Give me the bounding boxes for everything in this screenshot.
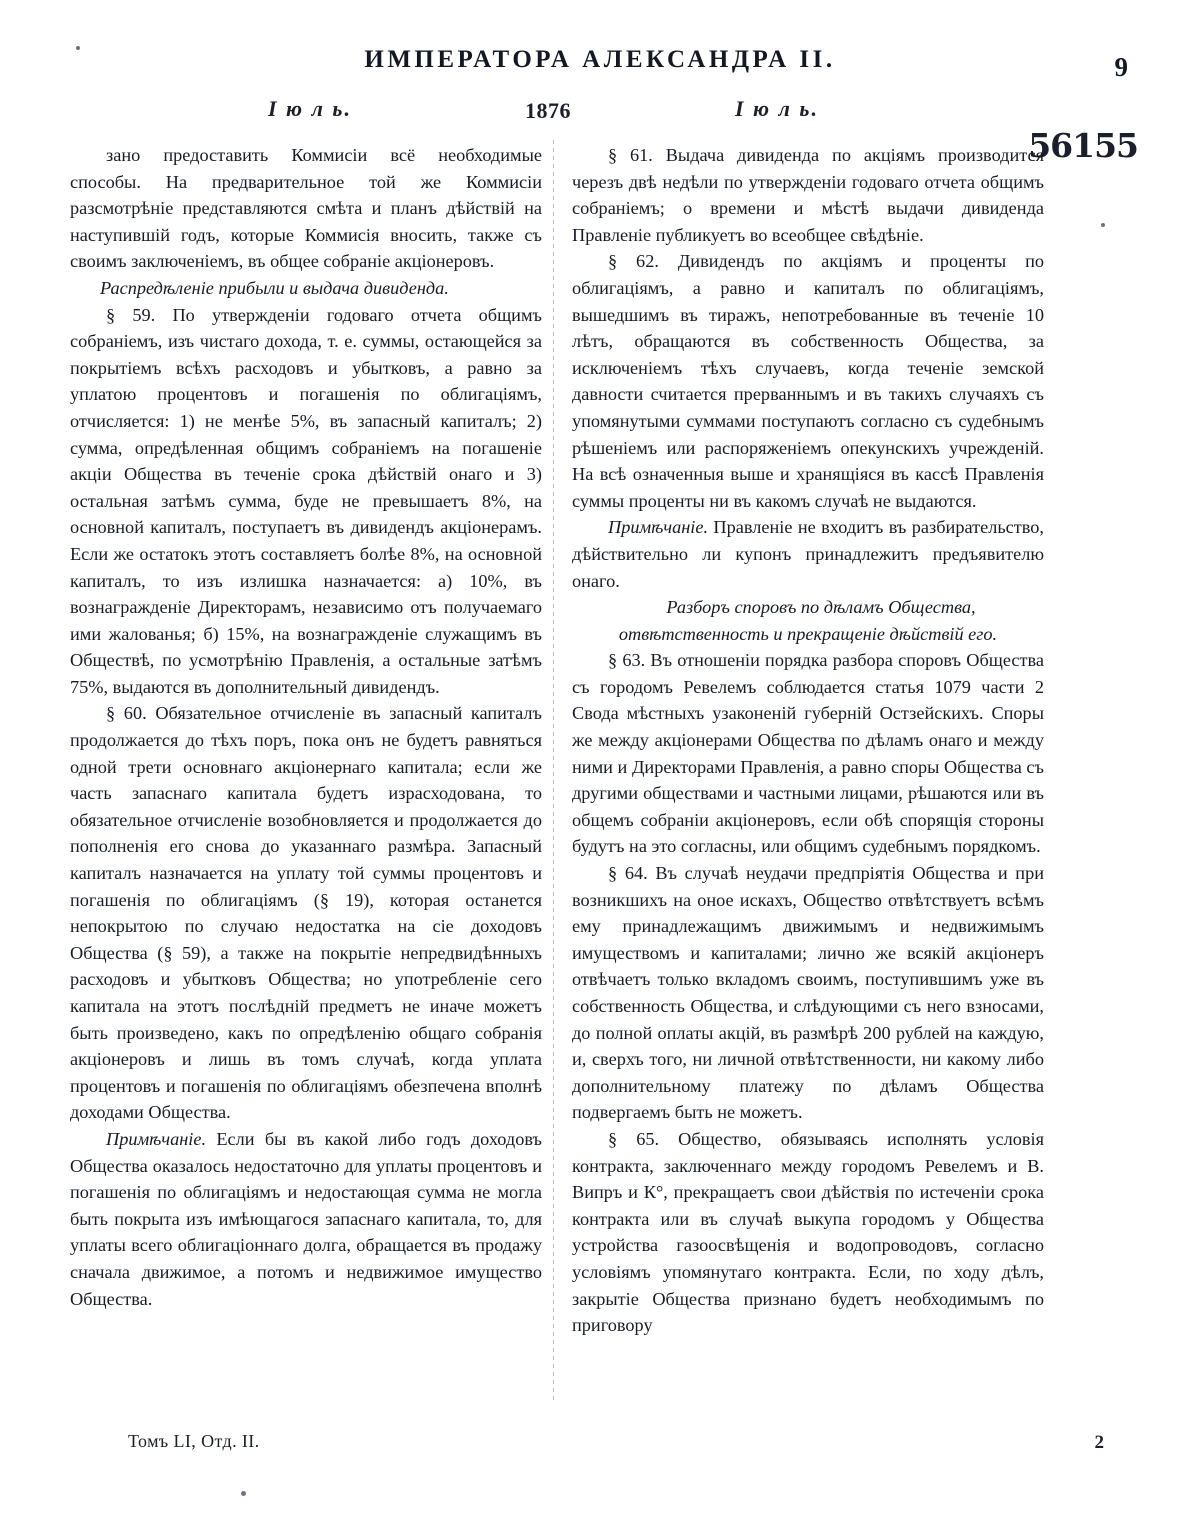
month-right: I ю л ь. (735, 96, 819, 121)
volume-label: Томъ LI, Отд. II. (128, 1431, 260, 1451)
signature-mark: 2 (1094, 1432, 1104, 1453)
page-header (0, 46, 1200, 74)
archive-stamp: 56155 (1028, 126, 1138, 165)
paragraph: зано предоставить Коммисіи всё необходимые способы. На предварительное той же Коммисіи разсмотрѣніе представляются смѣта и планъ дѣйствій на наступившій годъ, которые Коммисія вносить, также съ своимъ заключеніемъ, въ общее собраніе акціонеровъ. (70, 145, 542, 272)
note-paragraph (70, 1126, 542, 1312)
running-title: ИМПЕРАТОРА АЛЕКСАНДРА II. (364, 46, 836, 73)
year-label: 1876 (525, 98, 571, 123)
section-heading: Разборъ споровъ по дѣламъ Общества, отвѣтственность и прекращеніе дѣйствій его. (618, 597, 998, 644)
page-speck (241, 1491, 246, 1496)
page-speck (1101, 223, 1105, 227)
page-number: 9 (1114, 52, 1128, 82)
note-text: Если бы въ какой либо годъ доходовъ Общества оказалось недостаточно для уплаты процентовъ и погашенія по облигаціямъ и недостающая сумма не могла быть покрыта изъ имѣющагося запаснаго капитала, то, для уплаты всего облигаціоннаго долга, обращается въ продажу сначала движимое, а потомъ и недвижимое имущество Общества. (70, 1128, 542, 1309)
column-divider (553, 140, 554, 1402)
paragraph: § 62. Дивидендъ по акціямъ и проценты по облигаціямъ, а равно и капиталъ по облигаціямъ, вышедшимъ въ тиражъ, непотребованные въ теченіе 10 лѣтъ, обращаются въ собственность Общества, за исключеніемъ тѣхъ случаевъ, когда теченіе земской давности считается прерваннымъ и въ такихъ случаяхъ съ упомянутыми суммами поступаютъ согласно съ судебнымъ рѣшеніемъ или распоряженіемъ опекунскихъ учрежденій. На всѣ означенныя выше и хранящіяся въ кассѣ Правленія суммы проценты ни въ какомъ случаѣ не выдаются. (572, 251, 1044, 511)
note-label: Примѣчаніе. (608, 517, 709, 538)
note-paragraph (572, 514, 1044, 594)
paragraph: § 59. По утвержденіи годоваго отчета общимъ собраніемъ, изъ чистаго дохода, т. е. суммы, остающейся за покрытіемъ всѣхъ расходовъ и убытковъ, а равно за уплатою процентовъ и погашенія по облигаціямъ, отчисляется: 1) не менѣе 5%, въ запасный капиталъ; 2) сумма, опредѣленная общимъ собраніемъ на погашеніе акціи Общества въ теченіе срока дѣйствій онаго и 3) остальная затѣмъ сумма, буде не превышаетъ 8%, на основной капиталъ, поступаетъ въ дивидендъ акціонерамъ. Если же остатокъ этотъ составляетъ болѣе 8%, на основной капиталъ, то изъ излишка назначается: а) 10%, въ вознагражденіе Директорамъ, независимо отъ получаемаго ими жалованья; б) 15%, на вознагражденіе служащимъ въ Обществѣ, по усмотрѣнію Правленія, а остальные затѣмъ 75%, выдаются въ дополнительный дивидендъ. (70, 304, 542, 697)
paragraph: § 60. Обязательное отчисленіе въ запасный капиталъ продолжается до тѣхъ поръ, пока онъ не будетъ равняться одной трети основнаго акціонернаго капитала; если же часть запаснаго капитала будетъ израсходована, то обязательное отчисленіе возобновляется и продолжается до пополненія его снова до указаннаго размѣра. Запасный капиталъ назначается на уплату той суммы процентовъ и погашенія по облигаціямъ (§ 19), которая останется непокрытою по случаю недостатка на сіе доходовъ Общества (§ 59), а также на покрытіе непредвидѣнныхъ расходовъ и убытковъ Общества; но употребленіе сего капитала на этотъ послѣдній предметъ не иначе можетъ быть произведено, какъ по опредѣленію общаго собранія акціонеровъ и лишь въ томъ случаѣ, когда уплата процентовъ и погашенія по облигаціямъ обезпечена вполнѣ доходами Общества. (70, 703, 542, 1123)
column-left (70, 142, 542, 1312)
column-right (572, 142, 1044, 1339)
paragraph: § 65. Общество, обязываясь исполнять условія контракта, заключеннаго между городомъ Ревелемъ и В. Випръ и К°, прекращаетъ свои дѣйствія по истеченіи срока контракта или въ случаѣ выкупа городомъ у Общества устройства газоосвѣщенія и водопроводовъ, согласно условіямъ упомянутаго контракта. Если, по ходу дѣлъ, закрытіе Общества признано будетъ необходимымъ по приговору (572, 1128, 1044, 1336)
paragraph: § 63. Въ отношеніи порядка разбора споровъ Общества съ городомъ Ревелемъ соблюдается статья 1079 части 2 Свода мѣстныхъ узаконеній губерній Остзейскихъ. Споры же между акціонерами Общества по дѣламъ онаго и между ними и Директорами Правленія, а равно споры Общества съ другими обществами и частными лицами, рѣшаются или въ общемъ собраніи акціонеровъ, если обѣ спорящія стороны будутъ на это согласны, или общимъ судебнымъ порядкомъ. (572, 650, 1044, 857)
month-left: I ю л ь. (268, 96, 352, 121)
paragraph: § 64. Въ случаѣ неудачи предпріятія Общества и при возникшихъ на оное искахъ, Общество отвѣтствуетъ всѣмъ ему принадлежащимъ движимымъ и недвижимымъ имуществомъ и капиталами; лично же всякій акціонеръ отвѣчаетъ только вкладомъ своимъ, поступившимъ уже въ собственность Общества, и слѣдующими съ него взносами, до полной оплаты акцій, въ размѣрѣ 200 рублей на каждую, и, сверхъ того, ни личной отвѣтственности, ни какому либо дополнительному платежу по дѣламъ Общества подвергаемъ быть не можетъ. (572, 863, 1044, 1123)
note-label: Примѣчаніе. (106, 1128, 207, 1149)
note-text: Правленіе не входитъ въ разбирательство, дѣйствительно ли купонъ принадлежитъ предъявителю онаго. (572, 517, 1044, 591)
section-heading: Распредѣленіе прибыли и выдача дивиденда. (100, 277, 449, 298)
paragraph: § 61. Выдача дивиденда по акціямъ производится черезъ двѣ недѣли по утвержденіи годоваго отчета общимъ собраніемъ; о времени и мѣстѣ выдачи дивиденда Правленіе публикуетъ во всеобщее свѣдѣніе. (572, 145, 1044, 245)
page-subheader (0, 96, 1200, 126)
